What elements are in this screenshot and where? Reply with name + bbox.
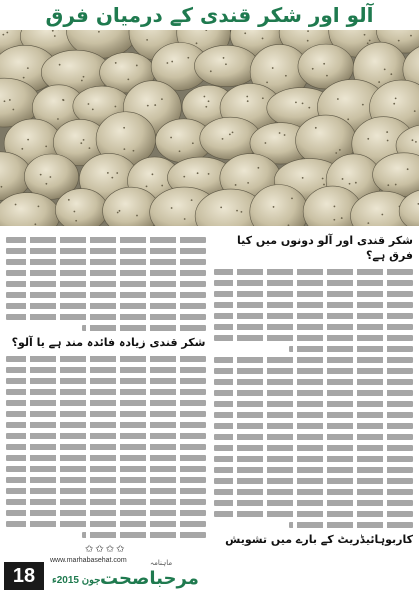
potato-eye xyxy=(244,32,246,34)
body-text-line xyxy=(289,346,413,352)
section-heading-carbohydrate: کاربوہائیڈریٹ کے بارے میں تشویش xyxy=(225,532,413,546)
potato-eye xyxy=(355,182,357,184)
potato-eye xyxy=(171,61,173,63)
potato-eye xyxy=(63,99,65,101)
issue-date: جون 2015ء xyxy=(52,575,101,586)
body-text-line xyxy=(6,433,206,439)
potato-eye xyxy=(246,96,248,98)
potato-eye xyxy=(12,109,14,111)
body-text-line xyxy=(6,422,206,428)
potato-eye xyxy=(362,104,364,106)
potato-eye xyxy=(381,214,383,216)
potato-eye xyxy=(133,150,135,152)
potato-eye xyxy=(273,206,275,208)
potato-eye xyxy=(49,176,51,178)
potato-eye xyxy=(81,80,83,82)
potato-eye xyxy=(54,35,56,37)
potato-eye xyxy=(89,147,91,149)
potato-eye xyxy=(23,77,25,79)
potato-eye xyxy=(34,223,36,225)
potato-eye xyxy=(307,30,309,32)
body-text-line xyxy=(214,511,414,517)
body-text-line xyxy=(214,423,414,429)
article-title: آلو اور شکر قندی کے درمیان فرق xyxy=(45,3,374,27)
article-columns xyxy=(6,232,413,552)
potato-eye xyxy=(335,152,337,154)
section-heading-which-beneficial: شکر قندی زیادہ فائدہ مند ہے یا آلو؟ xyxy=(11,336,206,349)
potato-eye xyxy=(347,118,349,120)
potato-eye xyxy=(284,134,286,136)
potato-eye xyxy=(171,207,173,209)
body-text-line xyxy=(6,444,206,450)
body-text-line xyxy=(214,434,414,440)
potato-eye xyxy=(308,107,310,109)
potato-eye xyxy=(302,177,304,179)
potato-eye xyxy=(92,109,94,111)
potato-eye xyxy=(146,185,148,187)
potato-eye xyxy=(9,99,11,101)
body-text-line xyxy=(6,488,206,494)
potato-eye xyxy=(349,183,351,185)
body-text-line xyxy=(6,237,206,243)
potato-eye xyxy=(236,210,238,212)
potato-eye xyxy=(257,167,259,169)
potato-eye xyxy=(123,148,125,150)
title-bar xyxy=(0,0,419,30)
potato-eye xyxy=(364,34,366,36)
potato-eye xyxy=(295,102,297,104)
potato-eye xyxy=(170,137,172,139)
potato-eye xyxy=(57,118,59,120)
potato-eye xyxy=(152,173,154,175)
potato-eye xyxy=(123,127,125,129)
potato-eye xyxy=(147,105,149,107)
potato-eye xyxy=(367,138,369,140)
body-text-line xyxy=(6,292,206,298)
potato-eye xyxy=(136,65,138,67)
potato-eye xyxy=(166,62,168,64)
potato-eye xyxy=(222,138,224,140)
potato-eye xyxy=(117,212,119,214)
potato-eye xyxy=(115,62,117,64)
potato-eye xyxy=(247,100,249,102)
potato-eye xyxy=(387,140,389,142)
body-text-line xyxy=(6,411,206,417)
potato-eye xyxy=(21,148,23,150)
potato-eye xyxy=(1,186,3,188)
potato-eye xyxy=(395,97,397,99)
body-text-line xyxy=(214,368,414,374)
potato-eye xyxy=(241,211,243,213)
body-text-line xyxy=(214,467,414,473)
body-text-line xyxy=(214,500,414,506)
page-footer xyxy=(0,554,419,594)
potato-eye xyxy=(192,142,194,144)
potato-eye xyxy=(262,38,264,40)
potato-eye xyxy=(337,98,339,100)
potato-eye xyxy=(315,127,317,129)
body-text-line xyxy=(6,455,206,461)
potato-eye xyxy=(184,218,186,220)
body-text-line xyxy=(214,313,414,319)
body-text-line xyxy=(6,466,206,472)
body-text-line xyxy=(6,521,206,527)
body-text-line xyxy=(6,510,206,516)
body-text-line xyxy=(6,270,206,276)
page-number: 18 xyxy=(4,562,44,590)
body-text-line xyxy=(214,302,414,308)
potato-eye xyxy=(232,131,234,133)
potato-eye xyxy=(187,57,189,59)
body-text-line xyxy=(6,400,206,406)
potato-eye xyxy=(387,184,389,186)
potato-eye xyxy=(119,210,121,212)
body-text-line xyxy=(214,324,414,330)
body-text-line xyxy=(214,291,414,297)
potato-eye xyxy=(196,42,198,44)
potato-eye xyxy=(191,199,193,201)
potato-eye xyxy=(208,173,210,175)
potato-eye xyxy=(88,103,90,105)
potato-eye xyxy=(111,177,113,179)
right-column xyxy=(214,232,414,552)
potato-eye xyxy=(407,168,409,170)
potato-eye xyxy=(223,57,225,59)
potato-eye xyxy=(154,104,156,106)
potato-eye xyxy=(146,39,148,41)
potato-eye xyxy=(398,40,400,42)
potato-eye xyxy=(279,132,281,134)
body-text-line xyxy=(82,325,206,331)
potato-eye xyxy=(384,68,386,70)
body-text-line xyxy=(289,522,413,528)
potato-eye xyxy=(367,222,369,224)
body-text-line xyxy=(214,456,414,462)
potato-eye xyxy=(83,139,85,141)
potato-eye xyxy=(302,102,304,104)
body-text-line xyxy=(82,532,206,538)
potato-eye xyxy=(414,110,416,112)
potato-eye xyxy=(235,184,237,186)
potato-eye xyxy=(15,204,17,206)
potato-eye xyxy=(114,106,116,108)
body-text-line xyxy=(6,314,206,320)
body-text-line xyxy=(6,477,206,483)
potato-eye xyxy=(27,139,29,141)
potato-eye xyxy=(45,145,47,147)
potato-eye xyxy=(341,217,343,219)
body-text-line xyxy=(214,357,414,363)
magazine-subtitle: ماہنامہ xyxy=(150,559,173,567)
left-column xyxy=(6,232,206,552)
body-text-line xyxy=(6,389,206,395)
potato-eye xyxy=(339,149,341,151)
potato-eye xyxy=(265,142,267,144)
potato-eye xyxy=(68,199,70,201)
potato-eye xyxy=(6,32,8,34)
potato-eye xyxy=(116,172,118,174)
body-text-line xyxy=(214,335,414,341)
body-text-line xyxy=(6,248,206,254)
potato-eye xyxy=(342,178,344,180)
potato-eye xyxy=(229,133,231,135)
potato-eye xyxy=(334,206,336,208)
potato-eye xyxy=(291,197,293,199)
potato-eye xyxy=(40,174,42,176)
body-text-line xyxy=(6,356,206,362)
potato-eye xyxy=(247,182,249,184)
potato-eye xyxy=(161,98,163,100)
body-text-line xyxy=(214,269,414,275)
site-url: www.marhabasehat.com xyxy=(50,557,127,564)
potato-eye xyxy=(179,150,181,152)
magazine-logo: مرحباصحت xyxy=(100,568,199,589)
body-text-line xyxy=(214,379,414,385)
potato-eye xyxy=(266,81,268,83)
potato-eye xyxy=(378,81,380,83)
potato-shape xyxy=(194,45,258,86)
potato-eye xyxy=(415,141,417,143)
potato-eye xyxy=(333,219,335,221)
potato-eye xyxy=(2,34,4,36)
potato-eye xyxy=(98,31,100,33)
potato-eye xyxy=(183,176,185,178)
potato-eye xyxy=(83,76,85,78)
potato-eye xyxy=(220,206,222,208)
potato-eye xyxy=(205,106,207,108)
section-heading-difference: شکر قندی اور آلو دونوں میں کیا فرق ہے؟ xyxy=(236,234,413,262)
potato-eye xyxy=(272,67,274,69)
potato-eye xyxy=(45,183,47,185)
potato-eye xyxy=(285,75,287,77)
body-text-line xyxy=(6,259,206,265)
potato-eye xyxy=(27,67,29,69)
potato-eye xyxy=(326,75,328,77)
potato-eye xyxy=(107,172,109,174)
potato-eye xyxy=(323,184,325,186)
potato-eye xyxy=(322,178,324,180)
section-divider-stars: ✩✩✩✩ xyxy=(84,543,127,552)
potato-eye xyxy=(410,35,412,37)
body-text-line xyxy=(214,412,414,418)
potatoes-illustration xyxy=(0,30,419,226)
body-text-line xyxy=(6,281,206,287)
potato-eye xyxy=(225,63,227,65)
potato-eye xyxy=(75,220,77,222)
potato-eye xyxy=(323,63,325,65)
body-text-line xyxy=(6,499,206,505)
potato-eye xyxy=(312,68,314,70)
body-text-line xyxy=(214,489,414,495)
potato-eye xyxy=(307,40,309,42)
potato-eye xyxy=(38,205,40,207)
potato-eye xyxy=(73,211,75,213)
potato-eye xyxy=(203,96,205,98)
potato-eye xyxy=(386,131,388,133)
potatoes-photo xyxy=(0,30,419,226)
potato-eye xyxy=(393,103,395,105)
potato-eye xyxy=(412,139,414,141)
potato-eye xyxy=(59,64,61,66)
body-text-line xyxy=(214,401,414,407)
body-text-line xyxy=(6,378,206,384)
potato-eye xyxy=(136,215,138,217)
body-text-line xyxy=(6,303,206,309)
potato-eye xyxy=(390,73,392,75)
body-text-line xyxy=(6,367,206,373)
body-text-line xyxy=(214,445,414,451)
body-text-line xyxy=(214,280,414,286)
potato-eye xyxy=(369,40,371,42)
potato-eye xyxy=(262,97,264,99)
potato-eye xyxy=(80,142,82,144)
potato-eye xyxy=(367,42,369,44)
potato-eye xyxy=(208,100,210,102)
potato-eye xyxy=(127,78,129,80)
body-text-line xyxy=(214,390,414,396)
potato-eye xyxy=(197,172,199,174)
potato-eye xyxy=(210,70,212,72)
potato-eye xyxy=(161,185,163,187)
potato-eye xyxy=(395,184,397,186)
potato-eye xyxy=(4,100,6,102)
body-text-line xyxy=(214,478,414,484)
